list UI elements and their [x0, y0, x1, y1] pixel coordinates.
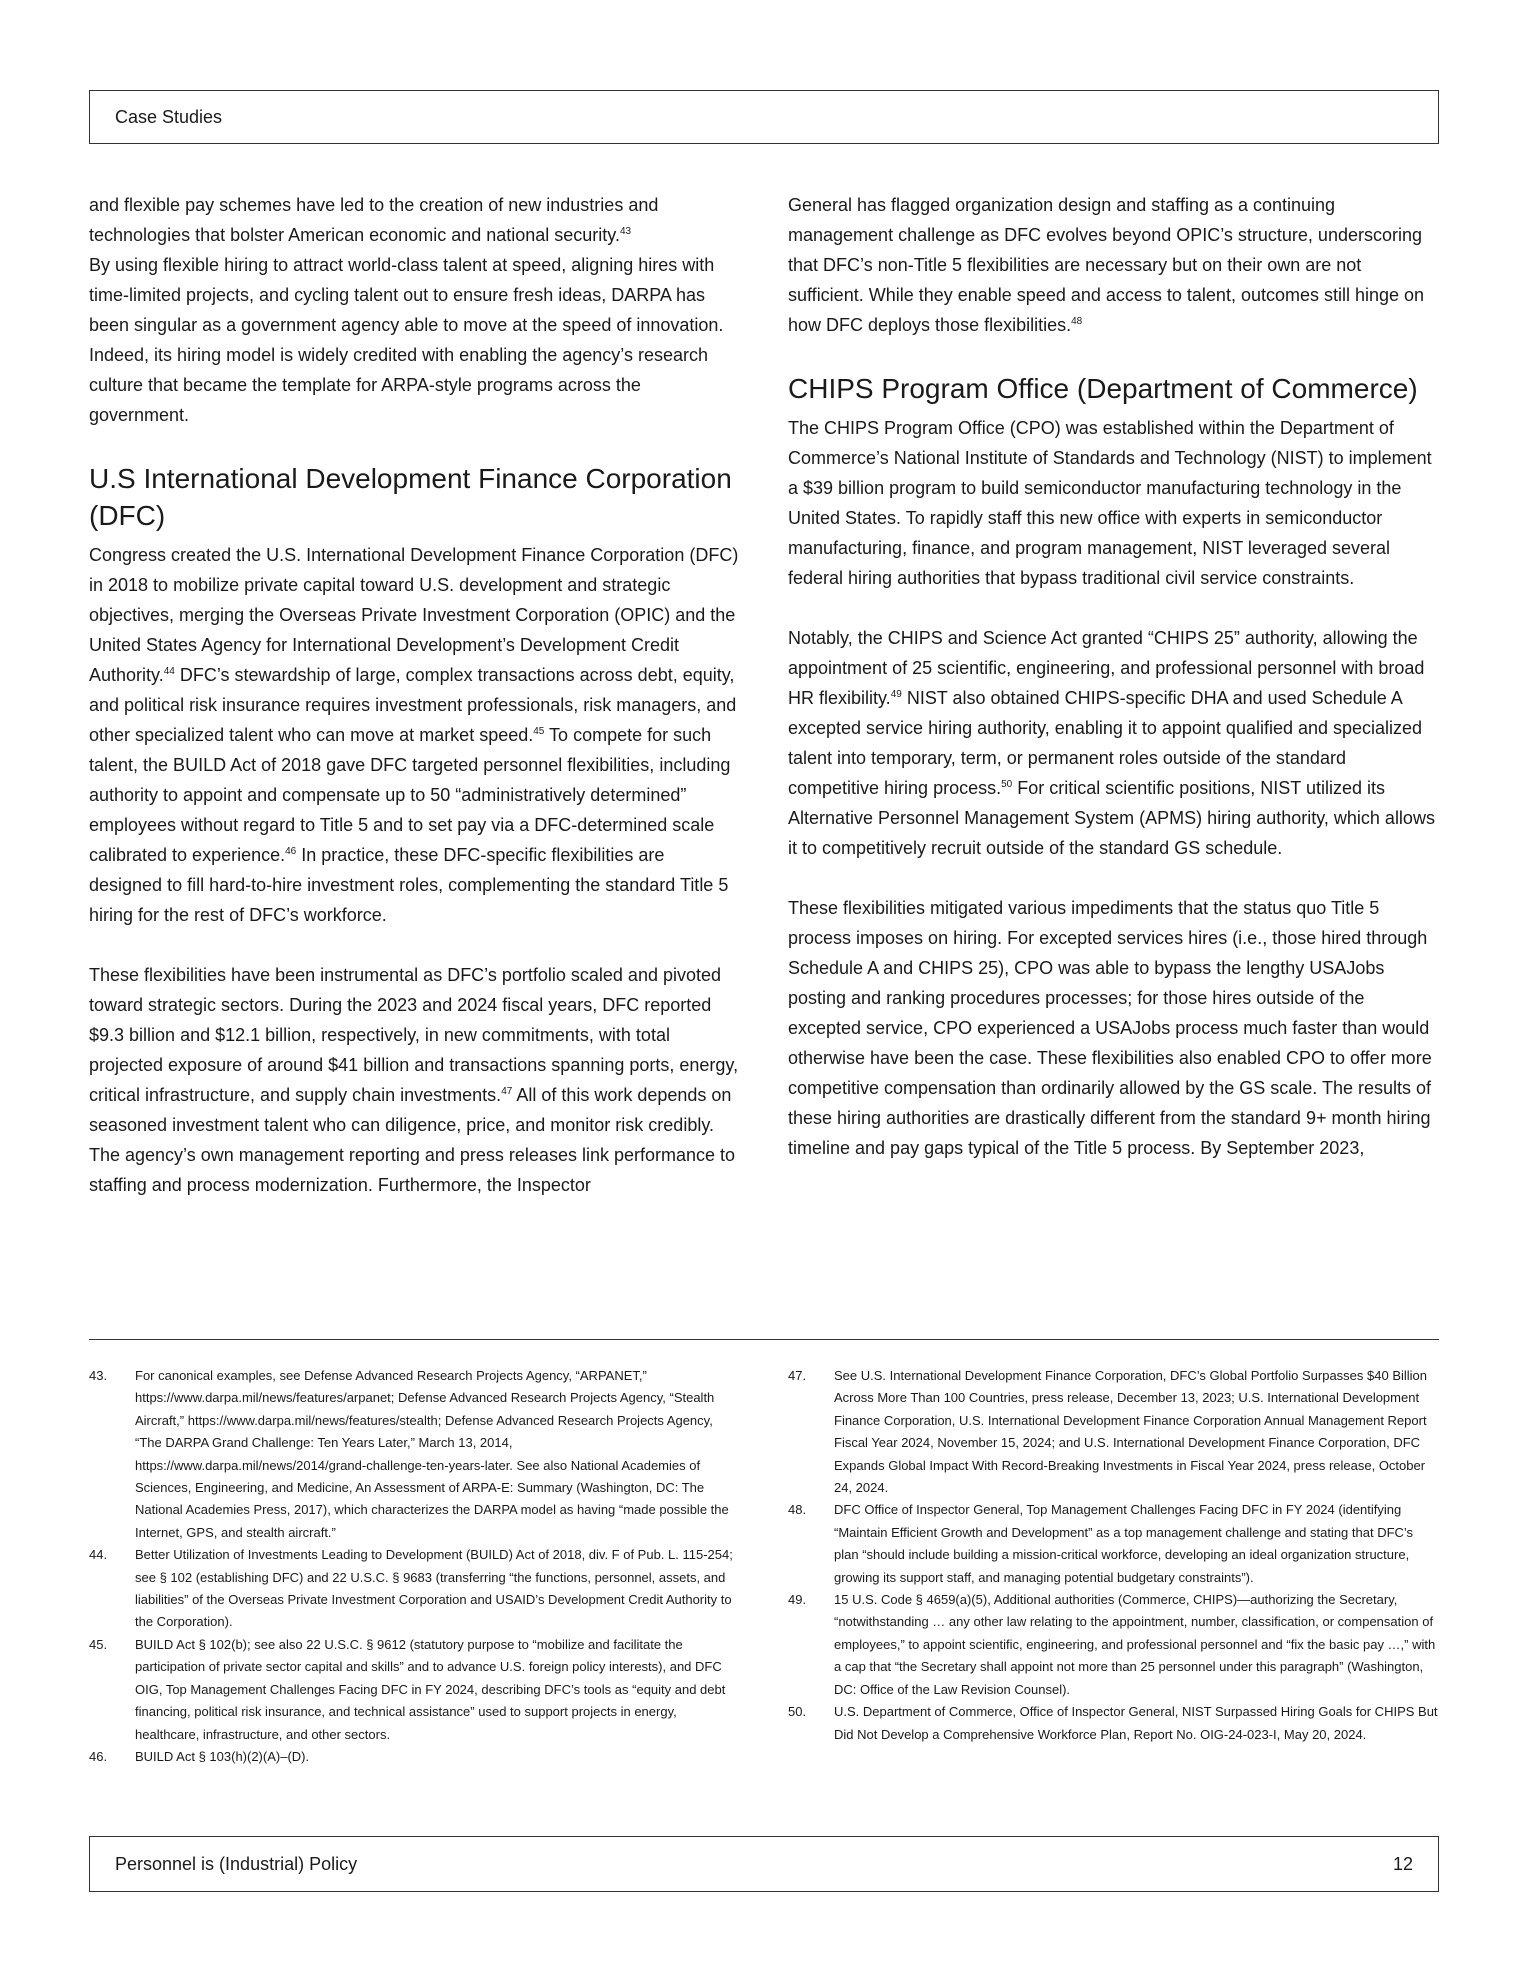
footnote-number: 50. [788, 1704, 807, 1720]
section-heading-dfc: U.S International Development Finance Corporation (DFC) [89, 463, 732, 531]
paragraph: These flexibilities have been instrumental as DFC’s portfolio scaled and pivoted toward strategic sectors. During the 2023 and 2024 fiscal years, DFC reported $9.3 billion and $12.1 billion, respectively, in new commitments, with total projected exposure of around $41 billion and transactions spanning ports, energy, critical infrastructure, and supply chain investments.$^{47}$ All of this work depends on seasoned investment talent who can diligence, price, and monitor risk credibly. The agency’s own management reporting and press releases link performance to staffing and process modernization. Furthermore, the Inspector [89, 965, 739, 1195]
footnote-text: U.S. Department of Commerce, Office of Inspector General, NIST Surpassed Hiring Goals for CHIPS But Did Not Develop a Comprehensive Workforce Plan, Report No. OIG-24-023-I, May 20, 2024. [834, 1704, 1438, 1742]
footnote-ref[interactable]: 48 [1071, 316, 1083, 327]
footnote-ref[interactable]: 44 [163, 666, 175, 677]
footnote-ref[interactable]: 45 [533, 726, 545, 737]
running-header [89, 90, 1439, 144]
footnote-text: BUILD Act § 103(h)(2)(A)–(D). [135, 1748, 310, 1764]
footnote-ref[interactable]: 46 [285, 846, 297, 857]
paragraph: Notably, the CHIPS and Science Act granted “CHIPS 25” authority, allowing the appointment of 25 scientific, engineering, and professional personnel with broad HR flexibility.$^{49}$ NIST also obtained CHIPS-specific DHA and used Schedule A excepted service hiring authority, enabling it to appoint qualified and specialized talent into temporary, term, or permanent roles outside of the standard competitive hiring process.$^{50}$ For critical scientific positions, NIST utilized its Alternative Personnel Management System (APMS) hiring authority, which allows it to competitively recruit outside of the standard GS schedule. [788, 628, 1435, 858]
footnote [89, 1365, 739, 1544]
paragraph: The CHIPS Program Office (CPO) was established within the Department of Commerce’s National Institute of Standards and Technology (NIST) to implement a $39 billion program to build semiconductor manufacturing technology in the United States. To rapidly staff this new office with experts in semiconductor manufacturing, finance, and program management, NIST leveraged several federal hiring authorities that bypass traditional civil service constraints. [788, 418, 1432, 588]
footnotes-left [89, 1365, 739, 1768]
footnote-text: See U.S. International Development Finance Corporation, DFC’s Global Portfolio Surpasses $40 Billion Across More Than 100 Countries, press release, December 13, 2023; U.S. International Development Finance Corporation, U.S. International Development Finance Corporation Annual Management Report Fiscal Year 2024, November 15, 2024; and U.S. International Development Finance Corporation, DFC Expands Global Impact With Record-Breaking Investments in Fiscal Year 2024, press release, October 24, 2024. [834, 1368, 1428, 1496]
footnote [788, 1701, 1440, 1746]
footnote-ref[interactable]: 43 [619, 226, 632, 237]
footnote [788, 1365, 1440, 1499]
running-footer [89, 1836, 1439, 1892]
footnote-number: 45. [89, 1636, 108, 1652]
footnote-ref[interactable]: 50 [1001, 779, 1013, 790]
footnote [788, 1499, 1440, 1589]
footnote-number: 48. [788, 1502, 807, 1518]
footnotes-right [788, 1365, 1440, 1746]
footnote-text: Better Utilization of Investments Leading to Development (BUILD) Act of 2018, div. F of Pub. L. 115-254; see § 102 (establishing DFC) and 22 U.S.C. § 9683 (transferring “the functions, personnel, assets, and liabilities” of the Overseas Private Investment Corporation and USAID’s Development Credit Authority to the Corporation). [135, 1547, 733, 1630]
document-title: Personnel is (Industrial) Policy [115, 1853, 358, 1874]
footnote-number: 43. [89, 1368, 108, 1383]
footnote-divider [89, 1339, 1439, 1340]
paragraph: and flexible pay schemes have led to the creation of new industries and technologies that bolster American economic and national security.$^{43}$ [89, 195, 659, 245]
footnote [89, 1634, 739, 1746]
footnote [89, 1544, 739, 1634]
footnote-number: 49. [788, 1592, 807, 1608]
footnote-ref[interactable]: 47 [501, 1086, 513, 1097]
footnote [788, 1589, 1440, 1701]
footnote-text: BUILD Act § 102(b); see also 22 U.S.C. § 9612 (statutory purpose to “mobilize and facilitate the participation of private sector capital and skills” and to advance U.S. foreign policy interests), and DFC OIG, Top Management Challenges Facing DFC in FY 2024, describing DFC’s tools as “equity and debt financing, political risk insurance, and technical assistance” used to support projects in energy, healthcare, infrastructure, and other sectors. [135, 1636, 726, 1742]
paragraph: General has flagged organization design and staffing as a continuing management challenge as DFC evolves beyond OPIC’s structure, underscoring that DFC’s non-Title 5 flexibilities are necessary but on their own are not sufficient. While they enable speed and access to talent, outcomes still hinge on how DFC deploys those flexibilities.$^{48}$ [788, 195, 1425, 335]
left-column [89, 190, 741, 1200]
paragraph: These flexibilities mitigated various impediments that the status quo Title 5 process imposes on hiring. For excepted services hires (i.e., those hired through Schedule A and CHIPS 25), CPO was able to bypass the lengthy USAJobs posting and ranking procedures processes; for those hires outside of the excepted service, CPO experienced a USAJobs process much faster than would otherwise have been the case. These flexibilities also enabled CPO to offer more competitive compensation than ordinarily allowed by the GS scale. The results of these hiring authorities are drastically different from the standard 9+ month hiring timeline and pay gaps typical of the Title 5 process. By September 2023, [788, 898, 1432, 1158]
footnote-number: 46. [89, 1748, 108, 1764]
footnote-text: For canonical examples, see Defense Advanced Research Projects Agency, “ARPANET,” https://www.darpa.mil/news/features/arpanet; Defense Advanced Research Projects Agency, “Stealth Aircraft,” https://www.darpa.mil/news/features/stealth; Defense Advanced Research Projects Agency, “The DARPA Grand Challenge: Ten Years Later,” March 13, 2014, https://www.darpa.mil/news/2014/grand-challenge-ten-years-later. See also National Academies of Sciences, Engineering, and Medicine, An Assessment of ARPA-E: Summary (Washington, DC: The National Academies Press, 2017), which characterizes the DARPA model as having “made possible the Internet, GPS, and stealth aircraft.” [135, 1368, 729, 1540]
footnote-ref[interactable]: 49 [890, 689, 902, 700]
section-label: Case Studies [115, 106, 223, 127]
paragraph: Congress created the U.S. International Development Finance Corporation (DFC) in 2018 to mobilize private capital toward U.S. development and strategic objectives, merging the Overseas Private Investment Corporation (OPIC) and the United States Agency for International Development’s Development Credit Authority.$^{44}$ DFC’s stewardship of large, complex transactions across debt, equity, and political risk insurance requires investment professionals, risk managers, and other specialized talent who can move at market speed.$^{45}$ To compete for such talent, the BUILD Act of 2018 gave DFC targeted personnel flexibilities, including authority to appoint and compensate up to 50 “administratively determined” employees without regard to Title 5 and to set pay via a DFC-determined scale calibrated to experience.$^{46}$ In practice, these DFC-specific flexibilities are designed to fill hard-to-hire investment roles, complementing the standard Title 5 hiring for the rest of DFC’s workforce. [89, 545, 739, 925]
footnote-text: 15 U.S. Code § 4659(a)(5), Additional authorities (Commerce, CHIPS)—authorizing the Secretary, “notwithstanding … any other law relating to the appointment, number, classification, or compensation of employees,” to appoint scientific, engineering, and professional personnel and “fix the basic pay …,” with a cap that “the Secretary shall appoint not more than 25 personnel under this paragraph” (Washington, DC: Office of the Law Revision Counsel). [834, 1592, 1436, 1697]
section-heading-chips: CHIPS Program Office (Department of Commerce) [788, 373, 1418, 404]
paragraph: By using flexible hiring to attract world-class talent at speed, aligning hires with time-limited projects, and cycling talent out to ensure fresh ideas, DARPA has been singular as a government agency able to move at the speed of innovation. Indeed, its hiring model is widely credited with enabling the agency’s research culture that became the template for ARPA-style programs across the government. [89, 255, 724, 425]
footnote-text: DFC Office of Inspector General, Top Management Challenges Facing DFC in FY 2024 (identifying “Maintain Efficient Growth and Development” as a top management challenge and stating that DFC’s plan “should include building a mission-critical workforce, developing an ideal organization structure, growing its support staff, and managing potential budgetary constraints”). [834, 1502, 1414, 1585]
right-column [788, 190, 1440, 1163]
footnote [89, 1746, 739, 1768]
page-number: 12 [1392, 1853, 1413, 1874]
footnote-number: 47. [788, 1368, 807, 1383]
footnote-number: 44. [89, 1547, 108, 1563]
